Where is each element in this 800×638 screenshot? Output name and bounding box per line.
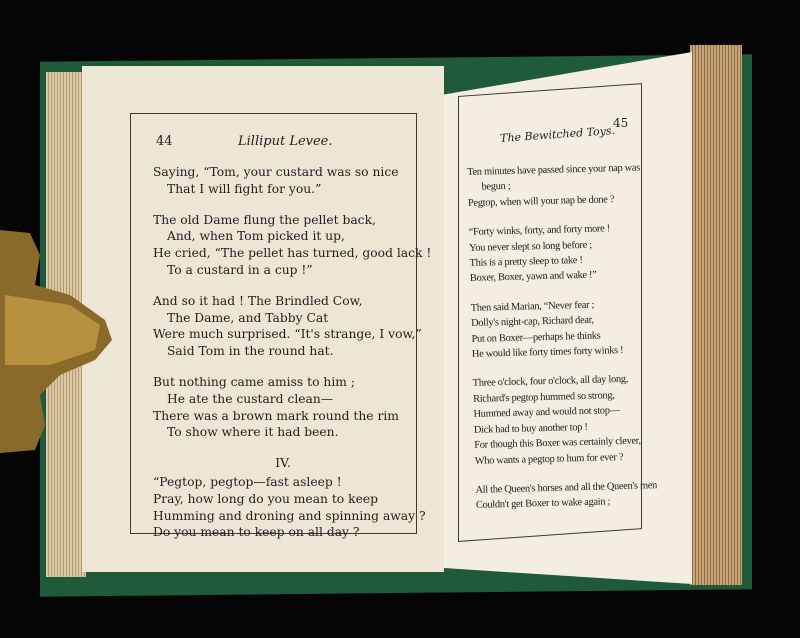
verse-line: Richard's pegtop hummed so strong,	[472, 390, 615, 405]
verse-line: To a custard in a cup !”	[167, 262, 313, 277]
stanza-gap	[153, 360, 413, 374]
verse-line: Were much surprised. “It's strange, I vow,”	[153, 327, 422, 342]
verse-line: Then said Marian, “Never fear ;	[470, 299, 595, 314]
stanza-gap	[153, 279, 413, 293]
verse-line: But nothing came amiss to him ;	[153, 374, 355, 389]
left-page-text	[153, 164, 432, 541]
verse-line: Three o'clock, four o'clock, all day long,	[472, 374, 629, 390]
verse-line: All the Queen's horses and all the Queen's men	[475, 480, 658, 496]
verse-line: This is a pretty sleep to take !	[469, 255, 583, 269]
verse-line: Hummed away and would not stop—	[473, 405, 620, 421]
left-page-number: 44	[156, 134, 173, 149]
verse-line: begun ;	[481, 181, 511, 194]
verse-line: He would like forty times forty winks !	[471, 345, 624, 360]
right-title-text: The Bewitched Toys.	[499, 123, 616, 146]
verse-line: Pray, how long do you mean to keep	[153, 491, 379, 506]
verse-line: Couldn't get Boxer to wake again ;	[475, 496, 611, 512]
verse-line: Who wants a pegtop to hum for ever ?	[474, 451, 624, 467]
verse-line: Dolly's night-cap, Richard dear,	[471, 314, 594, 330]
verse-line: Dick had to buy another top !	[473, 421, 588, 436]
verse-line: The old Dame flung the pellet back,	[153, 212, 376, 227]
verse-line: He cried, “The pellet has turned, good lack !	[153, 246, 432, 261]
verse-line: To show where it had been.	[167, 425, 339, 440]
stanza-gap	[153, 441, 413, 455]
verse-line: Boxer, Boxer, yawn and wake !”	[469, 270, 597, 285]
verse-line: And so it had ! The Brindled Cow,	[153, 293, 363, 308]
verse-line: You never slept so long before ;	[469, 239, 592, 254]
stanza-gap	[153, 198, 413, 212]
verse-line: Ten minutes have passed since your nap was	[467, 162, 641, 178]
verse-line: Humming and droning and spinning away ?	[153, 508, 426, 523]
left-title-text: Lilliput Levee.	[238, 134, 333, 149]
right-page-number: 45	[613, 116, 629, 130]
verse-line: Pegtop, when will your nap be done ?	[467, 193, 615, 209]
verse-line: The Dame, and Tabby Cat	[167, 310, 329, 325]
verse-line: There was a brown mark round the rim	[153, 408, 399, 423]
verse-line: “Pegtop, pegtop—fast asleep !	[153, 474, 342, 489]
verse-line: “Forty winks, forty, and forty more !	[468, 223, 611, 239]
right-page-edges	[690, 45, 742, 585]
verse-line: That I will fight for you.”	[167, 181, 322, 196]
verse-line: He ate the custard clean—	[167, 391, 334, 406]
right-page-text	[467, 160, 656, 527]
verse-line: And, when Tom picked it up,	[167, 229, 345, 244]
verse-line: Saying, “Tom, your custard was so nice	[153, 165, 399, 179]
verse-line: Do you mean to keep on all day ?	[153, 525, 360, 540]
verse-line: For though this Boxer was certainly clever,	[474, 435, 641, 451]
verse-line: Said Tom in the round hat.	[167, 344, 334, 359]
verse-line: Put on Boxer—perhaps he thinks	[471, 330, 601, 345]
left-running-title	[238, 134, 333, 149]
brass-clasp	[0, 225, 112, 455]
section-number: IV.	[275, 456, 291, 471]
